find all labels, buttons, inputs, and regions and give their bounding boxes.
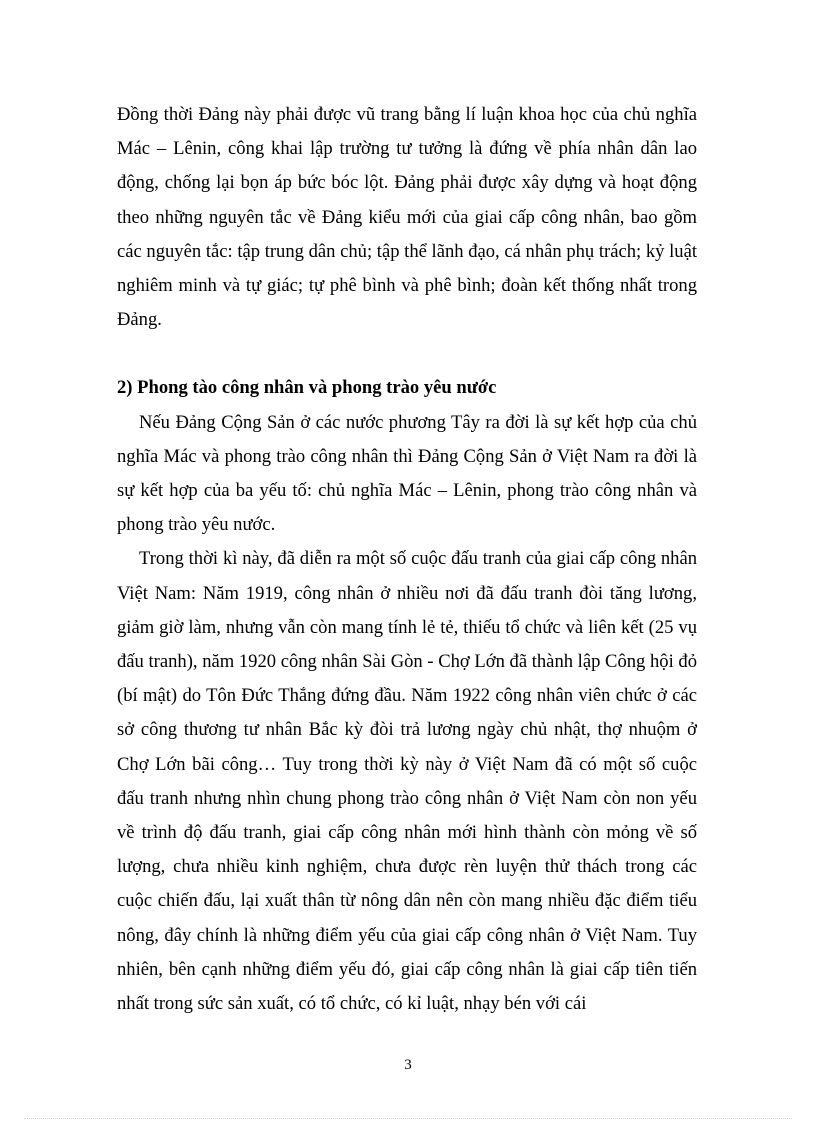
- paragraph-section-intro: Nếu Đảng Cộng Sản ở các nước phương Tây ra đời là sự kết hợp của chủ nghĩa Mác và phong trào công nhân thì Đảng Cộng Sản ở Việt Nam ra đời là sự kết hợp của ba yếu tố: chủ nghĩa Mác – Lênin, phong trào công nhân và phong trào yêu nước.: [117, 411, 697, 536]
- page-bottom-edge: [24, 1118, 792, 1119]
- paragraph-worker-movement: Trong thời kì này, đã diễn ra một số cuộc đấu tranh của giai cấp công nhân Việt Nam: Năm 1919, công nhân ở nhiều nơi đã đấu tranh đòi tăng lương, giảm giờ làm, nhưng vẫn còn mang tính lẻ tẻ, thiếu tổ chức và liên kết (25 vụ đấu tranh), năm 1920 công nhân Sài Gòn - Chợ Lớn đã thành lập Công hội đỏ (bí mật) do Tôn Đức Thắng đứng đầu. Năm 1922 công nhân viên chức ở các sở công thương tư nhân Bắc kỳ đòi trả lương ngày chủ nhật, thợ nhuộm ở Chợ Lớn bãi công… Tuy trong thời kỳ này ở Việt Nam đã có một số cuộc đấu tranh nhưng nhìn chung phong trào công nhân ở Việt Nam còn non yếu về trình độ đấu tranh, giai cấp công nhân mới hình thành còn mỏng về số lượng, chưa nhiều kinh nghiệm, chưa được rèn luyện thử thách trong các cuộc chiến đấu, lại xuất thân từ nông dân nên còn mang nhiều đặc điểm tiểu nông, đây chính là những điểm yếu của giai cấp công nhân ở Việt Nam. Tuy nhiên, bên cạnh những điểm yếu đó, giai cấp công nhân là giai cấp tiên tiến nhất trong sức sản xuất, có tổ chức, có kỉ luật, nhạy bén với cái: [117, 548, 697, 1015]
- section-heading: 2) Phong tào công nhân và phong trào yêu nước: [117, 377, 497, 399]
- paragraph-intro: Đồng thời Đảng này phải được vũ trang bằng lí luận khoa học của chủ nghĩa Mác – Lênin, công khai lập trường tư tưởng là đứng về phía nhân dân lao động, chống lại bọn áp bức bóc lột. Đảng phải được xây dựng và hoạt động theo những nguyên tắc về Đảng kiểu mới của giai cấp công nhân, bao gồm các nguyên tắc: tập trung dân chủ; tập thể lãnh đạo, cá nhân phụ trách; kỷ luật nghiêm minh và tự giác; tự phê bình và phê bình; đoàn kết thống nhất trong Đảng.: [117, 104, 697, 331]
- page-number: 3: [404, 1057, 412, 1073]
- page-body: [117, 98, 697, 1021]
